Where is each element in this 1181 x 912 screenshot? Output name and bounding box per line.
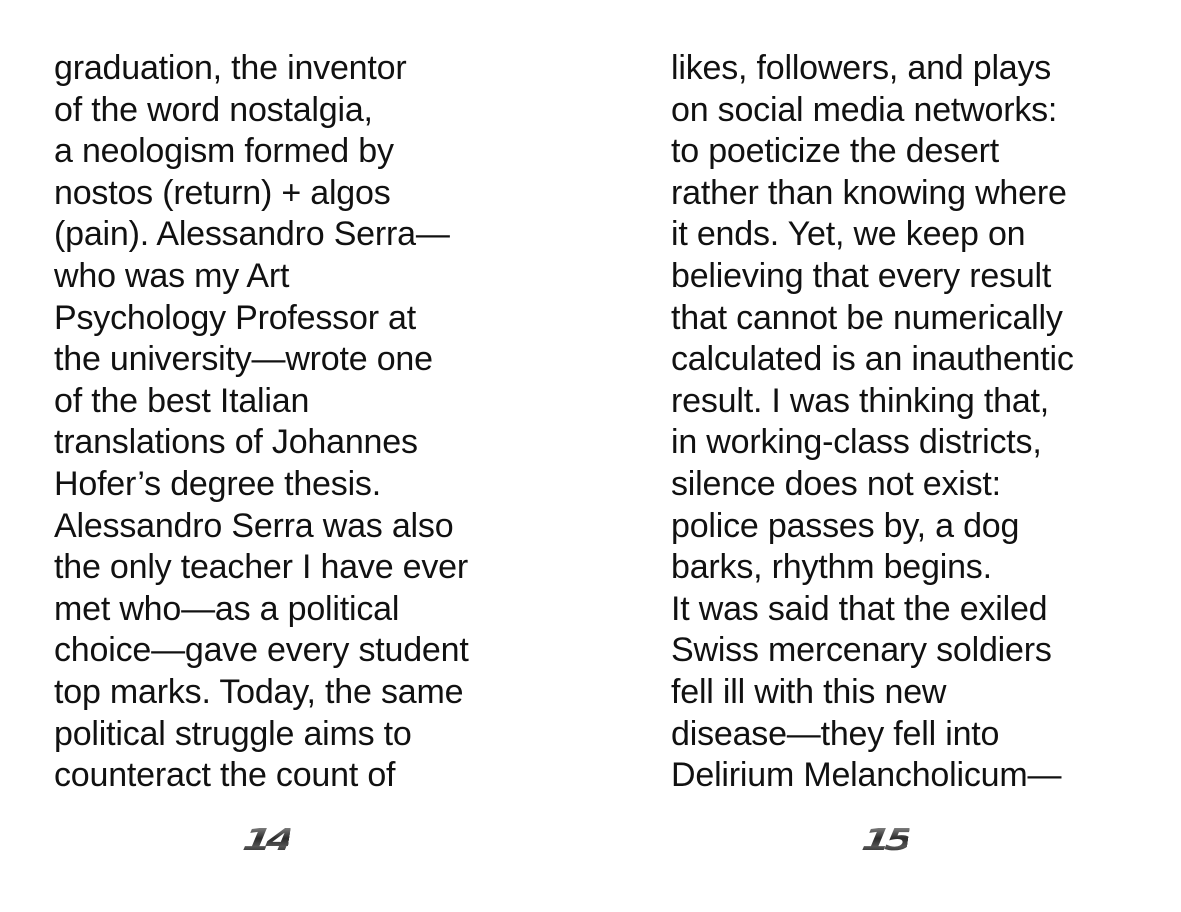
text-line: Delirium Melancholicum— xyxy=(671,756,1062,795)
page-number: 14 xyxy=(240,822,293,858)
text-line: in working-class districts, xyxy=(671,423,1042,462)
text-line: barks, rhythm begins. xyxy=(671,548,992,587)
text-line: it ends. Yet, we keep on xyxy=(671,215,1026,254)
text-line: translations of Johannes xyxy=(54,423,418,462)
page-number: 15 xyxy=(859,822,912,858)
text-line: of the best Italian xyxy=(54,381,310,420)
text-line: It was said that the exiled xyxy=(671,589,1048,628)
text-line: Hofer’s degree thesis. xyxy=(54,464,381,503)
left-page xyxy=(0,0,590,912)
text-line: political struggle aims to xyxy=(54,714,412,753)
text-line: on social media networks: xyxy=(671,90,1058,129)
text-line: Psychology Professor at xyxy=(54,298,417,337)
text-line: fell ill with this new xyxy=(671,672,947,711)
text-line: graduation, the inventor xyxy=(54,49,407,87)
text-line: of the word nostalgia, xyxy=(54,90,373,129)
text-line: silence does not exist: xyxy=(671,464,1001,503)
text-line: disease—they fell into xyxy=(671,714,1000,753)
text-line: calculated is an inauthentic xyxy=(671,340,1074,379)
text-line: nostos (return) + algos xyxy=(54,173,391,212)
right-page-body-text xyxy=(671,48,1074,797)
left-page-body-text xyxy=(54,48,469,797)
text-line: rather than knowing where xyxy=(671,173,1067,212)
right-page xyxy=(590,0,1181,912)
text-line: believing that every result xyxy=(671,256,1052,295)
text-line: choice—gave every student xyxy=(54,631,469,670)
text-line: Swiss mercenary soldiers xyxy=(671,631,1052,670)
text-line: the only teacher I have ever xyxy=(54,548,468,587)
text-line: to poeticize the desert xyxy=(671,132,1000,171)
text-line: a neologism formed by xyxy=(54,132,394,171)
text-line: the university—wrote one xyxy=(54,340,433,379)
text-line: counteract the count of xyxy=(54,756,396,795)
text-line: likes, followers, and plays xyxy=(671,49,1052,87)
text-line: top marks. Today, the same xyxy=(54,672,464,711)
text-line: police passes by, a dog xyxy=(671,506,1020,545)
text-line: who was my Art xyxy=(54,256,290,295)
text-line: met who—as a political xyxy=(54,589,400,628)
text-line: (pain). Alessandro Serra— xyxy=(54,215,450,254)
text-line: result. I was thinking that, xyxy=(671,381,1050,420)
text-line: Alessandro Serra was also xyxy=(54,506,454,545)
text-line: that cannot be numerically xyxy=(671,298,1063,337)
